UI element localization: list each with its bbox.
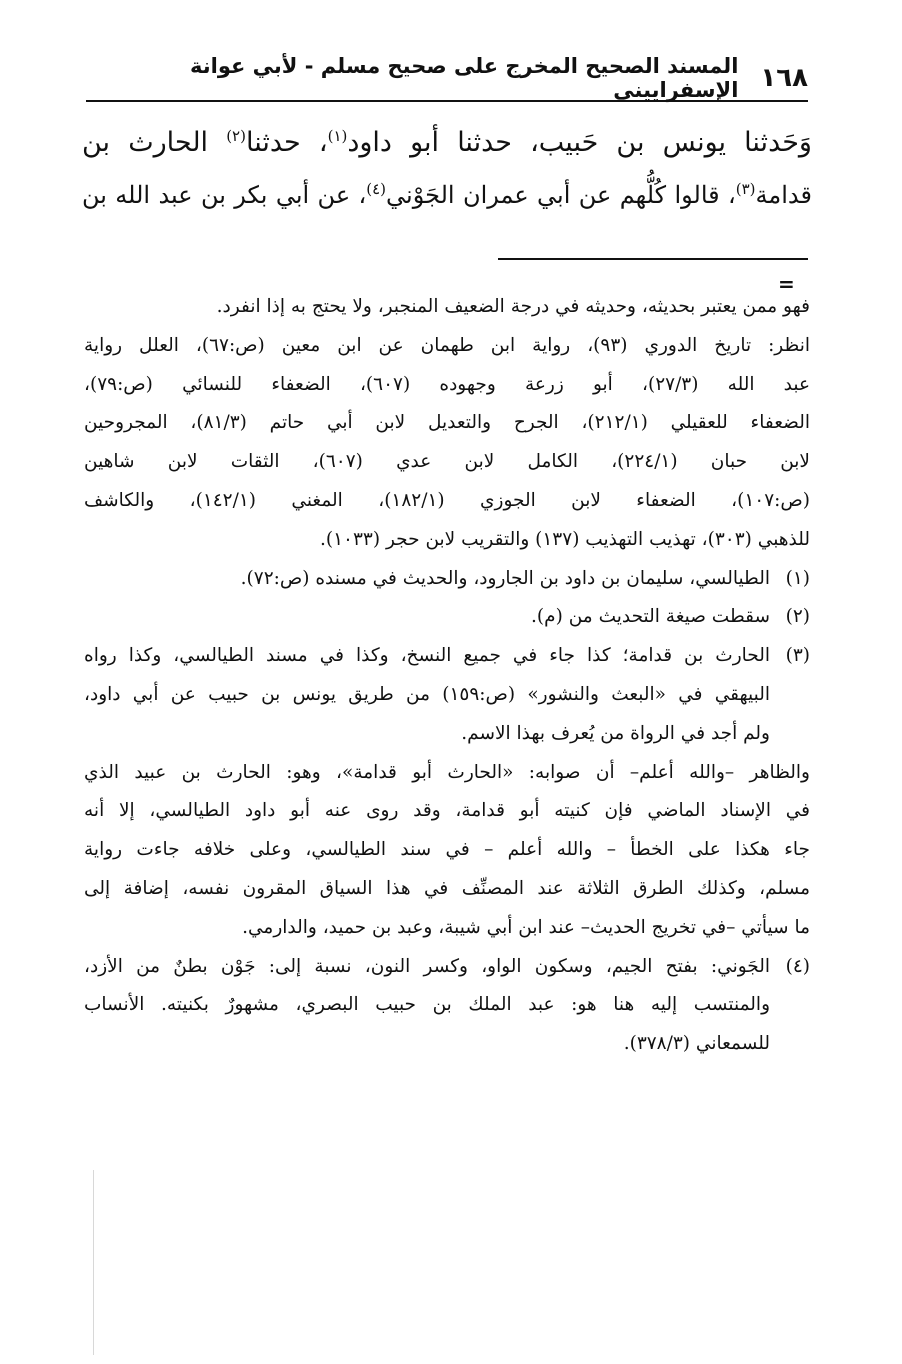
footnote-body [84,948,770,1064]
footnote-line: في الإسناد الماضي فإن كنيته أبو قدامة، وقد روى عنه أبو داود الطيالسي، إلا أنه [84,800,810,822]
running-header [86,54,808,102]
footnote-ref-3: (٣) [735,180,756,198]
page-number: ١٦٨ [760,63,808,93]
footnote-line: سقطت صيغة التحديث من (م). [531,606,770,628]
footnote-number: (٤) [785,955,810,977]
footnote-2 [84,598,810,637]
footnote-number: (١) [785,567,810,589]
footnote-body [84,637,770,753]
main-text-segment: قدامة [755,181,812,209]
footnote-body [84,560,770,599]
footnote-line: (ص:١٠٧)، الضعفاء لابن الجوزي (١٨٢/١)، المغني (١٤٢/١)، والكاشف [84,489,810,511]
footnote-continued [84,288,810,560]
footnote-line: ولم أجد في الرواة من يُعرف بهذا الاسم. [461,722,770,744]
footnote-line: للذهبي (٣٠٣)، تهذيب التهذيب (١٣٧) والتقريب لابن حجر (١٠٣٣). [320,528,810,550]
footnote-line: مسلم، وكذلك الطرق الثلاثة عند المصنِّف في هذا السياق المقرون نفسه، إضافة إلى [84,877,810,899]
footnote-line: ما سيأتي –في تخريج الحديث– عند ابن أبي شيبة، وعبد بن حميد، والدارمي. [242,916,810,938]
main-text-segment: ، قالوا كُلُّهم عن أبي عمران الجَوْني [386,181,736,209]
main-text-segment: ، حدثنا [245,127,328,158]
footnote-ref-1: (١) [327,127,348,145]
footnote-line: والمنتسب إليه هنا هو: عبد الملك بن حبيب البصري، مشهورٌ بكنيته. الأنساب [84,994,770,1016]
footnote-3-continued [84,754,810,948]
footnote-ref-4: (٤) [366,180,387,198]
footnote-4 [84,948,810,1064]
footnote-ref-2: (٢) [226,127,246,145]
footnote-body [84,598,770,637]
scan-artifact [93,1170,94,1355]
footnote-line: لابن حبان (٢٢٤/١)، الكامل لابن عدي (٦٠٧)، الثقات لابن شاهين [84,451,810,473]
footnote-line: جاء هكذا على الخطأ – والله أعلم – في سند الطيالسي، وعلى خلافه جاءت رواية [84,839,810,861]
footnote-line: للسمعاني (٣٧٨/٣). [623,1033,770,1055]
book-title: المسند الصحيح المخرج على صحيح مسلم - لأبي عوانة الإسفراييني [190,54,739,102]
footnote-line: الطيالسي، سليمان بن داود بن الجارود، والحديث في مسنده (ص:٧٢). [240,567,770,589]
footnote-line: الجَوني: بفتح الجيم، وسكون الواو، وكسر النون، نسبة إلى: جَوْن بطنٌ من الأزد، [84,955,770,977]
footnote-number: (٢) [785,606,810,628]
footnotes [84,288,810,1064]
main-text-segment: وَحَدثنا يونس بن حَبيب، حدثنا أبو داود [347,127,812,158]
footnote-separator [498,258,808,260]
continuation-mark: = [778,272,795,296]
footnote-line: الضعفاء للعقيلي (٢١٢/١)، الجرح والتعديل لابن أبي حاتم (٨١/٣)، المجروحين [84,412,810,434]
footnote-line: الحارث بن قدامة؛ كذا جاء في جميع النسخ، وكذا في مسند الطيالسي، وكذا رواه [84,645,770,667]
header-rule [86,100,808,102]
footnote-line: والظاهر –والله أعلم– أن صوابه: «الحارث أبو قدامة»، وهو: الحارث بن عبيد الذي [84,761,810,783]
main-text-segment: الحارث بن [82,127,227,158]
footnote-line: البيهقي في «البعث والنشور» (ص:١٥٩) من طريق يونس بن حبيب عن أبي داود، [84,683,770,705]
footnote-number: (٣) [785,645,810,667]
main-text-line-1 [82,116,812,169]
main-text-line-2 [82,169,812,222]
main-text-segment: ، عن أبي بكر بن عبد الله بن [82,181,367,209]
main-text [82,116,812,222]
footnote-1 [84,560,810,599]
footnote-3 [84,637,810,753]
footnote-line: عبد الله (٢٧/٣)، أبو زرعة وجهوده (٦٠٧)، الضعفاء للنسائي (ص:٧٩)، [84,373,811,395]
footnote-line: انظر: تاريخ الدوري (٩٣)، رواية ابن طهمان عن ابن معين (ص:٦٧)، العلل رواية [84,334,810,356]
footnote-line: فهو ممن يعتبر بحديثه، وحديثه في درجة الضعيف المنجبر، ولا يحتج به إذا انفرد. [216,296,810,317]
